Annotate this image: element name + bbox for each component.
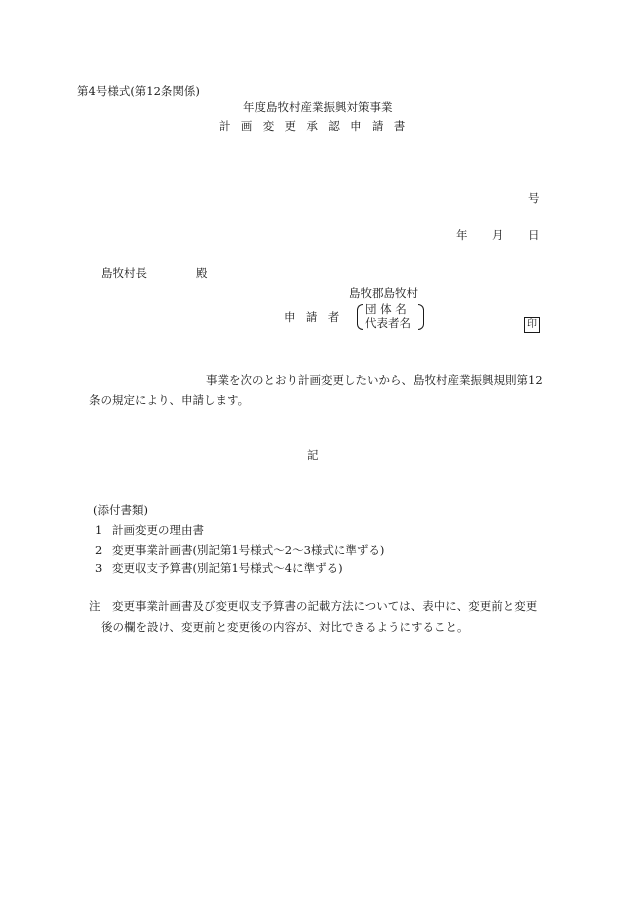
date-month: 月 bbox=[492, 228, 504, 242]
note-line-1: 変更事業計画書及び変更収支予算書の記載方法については、表中に、変更前と変更 bbox=[112, 599, 538, 613]
addressee-honorific: 殿 bbox=[196, 266, 208, 280]
note-line-2: 後の欄を設け、変更前と変更後の内容が、対比できるようにすること。 bbox=[101, 620, 469, 634]
applicant-label: 申請者 bbox=[284, 310, 350, 324]
seal-mark: 印 bbox=[524, 317, 540, 333]
rep-name-label: 代表者名 bbox=[365, 316, 411, 330]
addressee-name: 島牧村長 bbox=[101, 266, 147, 280]
attachment-text: 計画変更の理由書 bbox=[112, 523, 204, 537]
bracket-left bbox=[357, 304, 363, 330]
attachment-number: 1 bbox=[95, 523, 103, 537]
bracket-right bbox=[418, 304, 424, 330]
body-line-1: 事業を次のとおり計画変更したいから、島牧村産業振興規則第12 bbox=[206, 373, 543, 387]
ki-label: 記 bbox=[307, 448, 319, 462]
title-line-2: 計画変更承認申請書 bbox=[219, 119, 416, 133]
note-mark: 注 bbox=[89, 599, 101, 613]
date-year: 年 bbox=[456, 228, 468, 242]
form-number: 第4号様式(第12条関係) bbox=[77, 84, 200, 98]
attachment-text: 変更収支予算書(別記第1号様式～4に準ずる) bbox=[112, 561, 343, 575]
org-name-label: 団 体 名 bbox=[365, 302, 407, 316]
title-line-1: 年度島牧村産業振興対策事業 bbox=[243, 100, 393, 114]
applicant-address: 島牧郡島牧村 bbox=[349, 286, 418, 300]
date-day: 日 bbox=[528, 228, 540, 242]
attachment-text: 変更事業計画書(別記第1号様式～2～3様式に準ずる) bbox=[112, 543, 385, 557]
attachment-number: 3 bbox=[95, 561, 103, 575]
attachments-header: (添付書類) bbox=[93, 503, 148, 517]
number-label: 号 bbox=[528, 191, 540, 205]
attachment-number: 2 bbox=[95, 543, 103, 557]
body-line-2: 条の規定により、申請します。 bbox=[89, 393, 250, 407]
